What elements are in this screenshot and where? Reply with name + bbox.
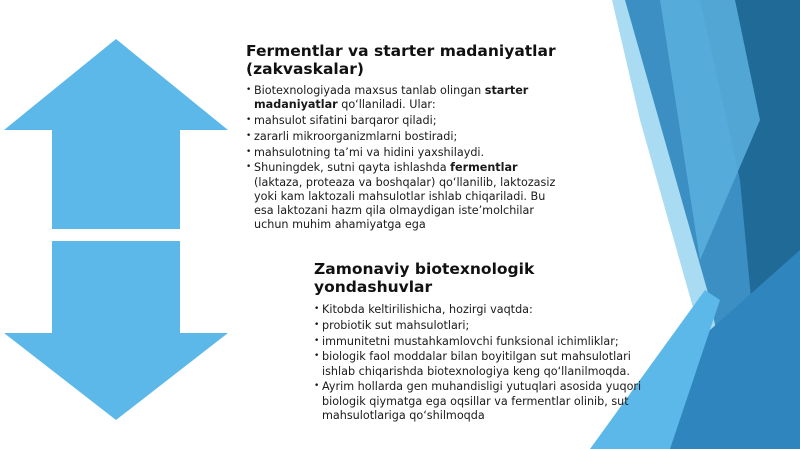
bullet-text: Biotexnologiyada maxsus tanlab olingan (254, 84, 485, 97)
bullet-item (246, 84, 556, 112)
bold-term: starter madaniyatlar (254, 84, 529, 112)
bullet-item (246, 130, 556, 144)
section-zamonaviy (314, 260, 654, 425)
bullet-text: qo‘llaniladi. Ular: (337, 98, 436, 112)
up-arrow-icon (4, 39, 228, 229)
bullet-text: biologik faol moddalar bilan boyitilgan sut mahsulotlari ishlab chiqarishda biotexnologiya keng qo‘llanilmoqda. (322, 350, 631, 378)
bullet-item (246, 146, 556, 160)
bullet-text: zararli mikroorganizmlarni bostiradi; (254, 129, 458, 143)
bullet-list (314, 303, 654, 423)
bullet-item (246, 161, 556, 232)
section-title: Zamonaviy biotexnologik yondashuvlar (314, 260, 535, 296)
down-arrow-icon (4, 241, 228, 420)
bullet-text: Kitobda keltirilishicha, hozirgi vaqtda: (322, 303, 533, 316)
section-fermentlar (246, 42, 556, 234)
bullet-text: immunitetni mustahkamlovchi funksional ichimliklar; (322, 334, 619, 348)
section-title: Fermentlar va starter madaniyatlar (zakvaskalar) (246, 42, 556, 78)
bold-term: fermentlar (450, 161, 518, 175)
bullet-text: Shuningdek, sutni qayta ishlashda (254, 161, 451, 175)
bullet-item (314, 380, 654, 423)
bullet-text: mahsulot sifatini barqaror qiladi; (254, 114, 437, 127)
bullet-text: probiotik sut mahsulotlari; (322, 318, 470, 332)
bullet-text: Ayrim hollarda gen muhandisligi yutuqlari asosida yuqori biologik qiymatga ega oqsillar va fermentlar olinib, sut mahsulotlariga qo‘shilmoqda (322, 380, 642, 422)
bullet-item (314, 335, 654, 349)
bullet-list (246, 84, 556, 232)
bullet-item (314, 319, 654, 333)
bullet-text: (laktaza, proteaza va boshqalar) qo‘llanilib, laktozasiz yoki kam laktozali mahsulotlar ishlab chiqariladi. Bu esa laktozani hazm qila olmaydigan iste’molchilar uchun muhim ahamiyatga ega (254, 175, 556, 232)
bullet-item (246, 114, 556, 128)
bullet-item (314, 303, 654, 317)
bullet-item (314, 350, 654, 378)
bullet-text: mahsulotning ta’mi va hidini yaxshilaydi. (254, 145, 485, 159)
